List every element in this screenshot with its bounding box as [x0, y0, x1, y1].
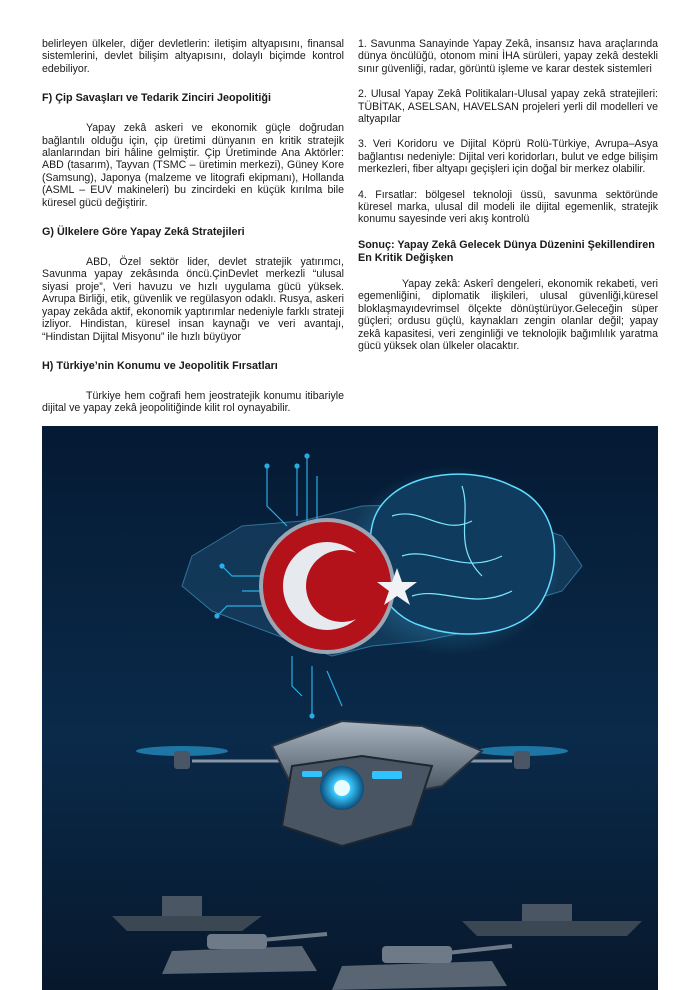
ai-defense-illustration [42, 426, 658, 990]
list-item-defense: 1. Savunma Sanayinde Yapay Zekâ, insansız hava araçlarında dünya öncülüğü, otonom mini İHA sürüleri, yapay zekâ destekli sınır güvenliği, radar, görüntü işleme ve karar destek sistemleri [358, 38, 658, 75]
intro-paragraph: belirleyen ülkeler, diğer devletlerin: iletişim altyapısını, finansal sistemlerini, devlet bilişim altyapısını, dolaylı biçimde kontrol edebiliyor. [42, 38, 344, 75]
list-item-data-corridor: 3. Veri Koridoru ve Dijital Köprü Rolü-Türkiye, Avrupa–Asya bağlantısı nedeniyle: Dijital veri koridorları, bulut ve edge bilişim merkezleri, fiber altyapı geçişleri için doğal bir merkez olabilir. [358, 138, 658, 176]
section-h-heading: H) Türkiye’nin Konumu ve Jeopolitik Fırsatları [42, 359, 278, 372]
section-h-body: Türkiye hem coğrafi hem jeostratejik konumu itibariyle dijital ve yapay zekâ jeopolitiğinde kilit rol oynayabilir. [42, 389, 344, 415]
list-item-opportunities: 4. Fırsatlar: bölgesel teknoloji üssü, savunma sektöründe küresel marka, ulusal dil modeli ile dijital egemenlik, stratejik konumu sayesinde veri akış kontrolü [358, 188, 658, 226]
right-column [358, 38, 658, 352]
section-g-body: ABD, Özel sektör lider, devlet stratejik yatırımcı, Savunma yapay zekâsında öncü.ÇinDevlet merkezli “ulusal siyasi proje”, Veri havuzu ve hızlı uygulama gücü yüksek. Avrupa Birliği, etik, güvenlik ve regülasyon odaklı. Rusya, askeri yapay zekâda aktif, ekonomik yaptırımlar nedeniyle farklı strateji izliyor. Hindistan, küresel insan kaynağı ve veri avantajı, “Hindistan Dijital Misyonu” ile hızlı büyüyor [42, 256, 344, 343]
list-item-national-policy: 2. Ulusal Yapay Zekâ Politikaları-Ulusal yapay zekâ stratejileri: TÜBİTAK, ASELSAN, HAVELSAN projeleri yerli dil modelleri ve altyapılar [358, 88, 658, 126]
section-f-body: Yapay zekâ askeri ve ekonomik güçle doğrudan bağlantılı olduğu için, çip üretimi dünyanın en kritik stratejik alanlarından biri hâline gelmiştir. Çip Üretiminde Ana Aktörler: ABD (tasarım), Tayvan (TSMC – üretimin merkezi), Güney Kore (Samsung), Japonya (malzeme ve litografi ekipmanı), Hollanda (ASML – EUV makineleri) bu zincirdeki en küçük kırılma bile küresel gücü değiştirir. [42, 122, 344, 209]
conclusion-body: Yapay zekâ: Askerî dengeleri, ekonomik rekabeti, veri egemenliğini, diplomatik ilişkileri, ulusal güvenliği,küresel bloklaşmayıdevrimsel ölçekte dönüştürüyor.Geleceğin süper güçleri; ordusu güçlü, kaynakları zengin olanlar değil; yapay zekâ kapasitesi, veri zenginliği ve teknolojik bağımlılık yaratma gücü yüksek olan ülkeler olacaktır. [358, 277, 658, 352]
section-f-heading: F) Çip Savaşları ve Tedarik Zinciri Jeopolitiği [42, 92, 272, 105]
conclusion-heading: Sonuç: Yapay Zekâ Gelecek Dünya Düzenini Şekillendiren En Kritik Değişken [358, 238, 655, 264]
section-g-heading: G) Ülkelere Göre Yapay Zekâ Stratejileri [42, 226, 245, 239]
left-column [42, 38, 344, 415]
